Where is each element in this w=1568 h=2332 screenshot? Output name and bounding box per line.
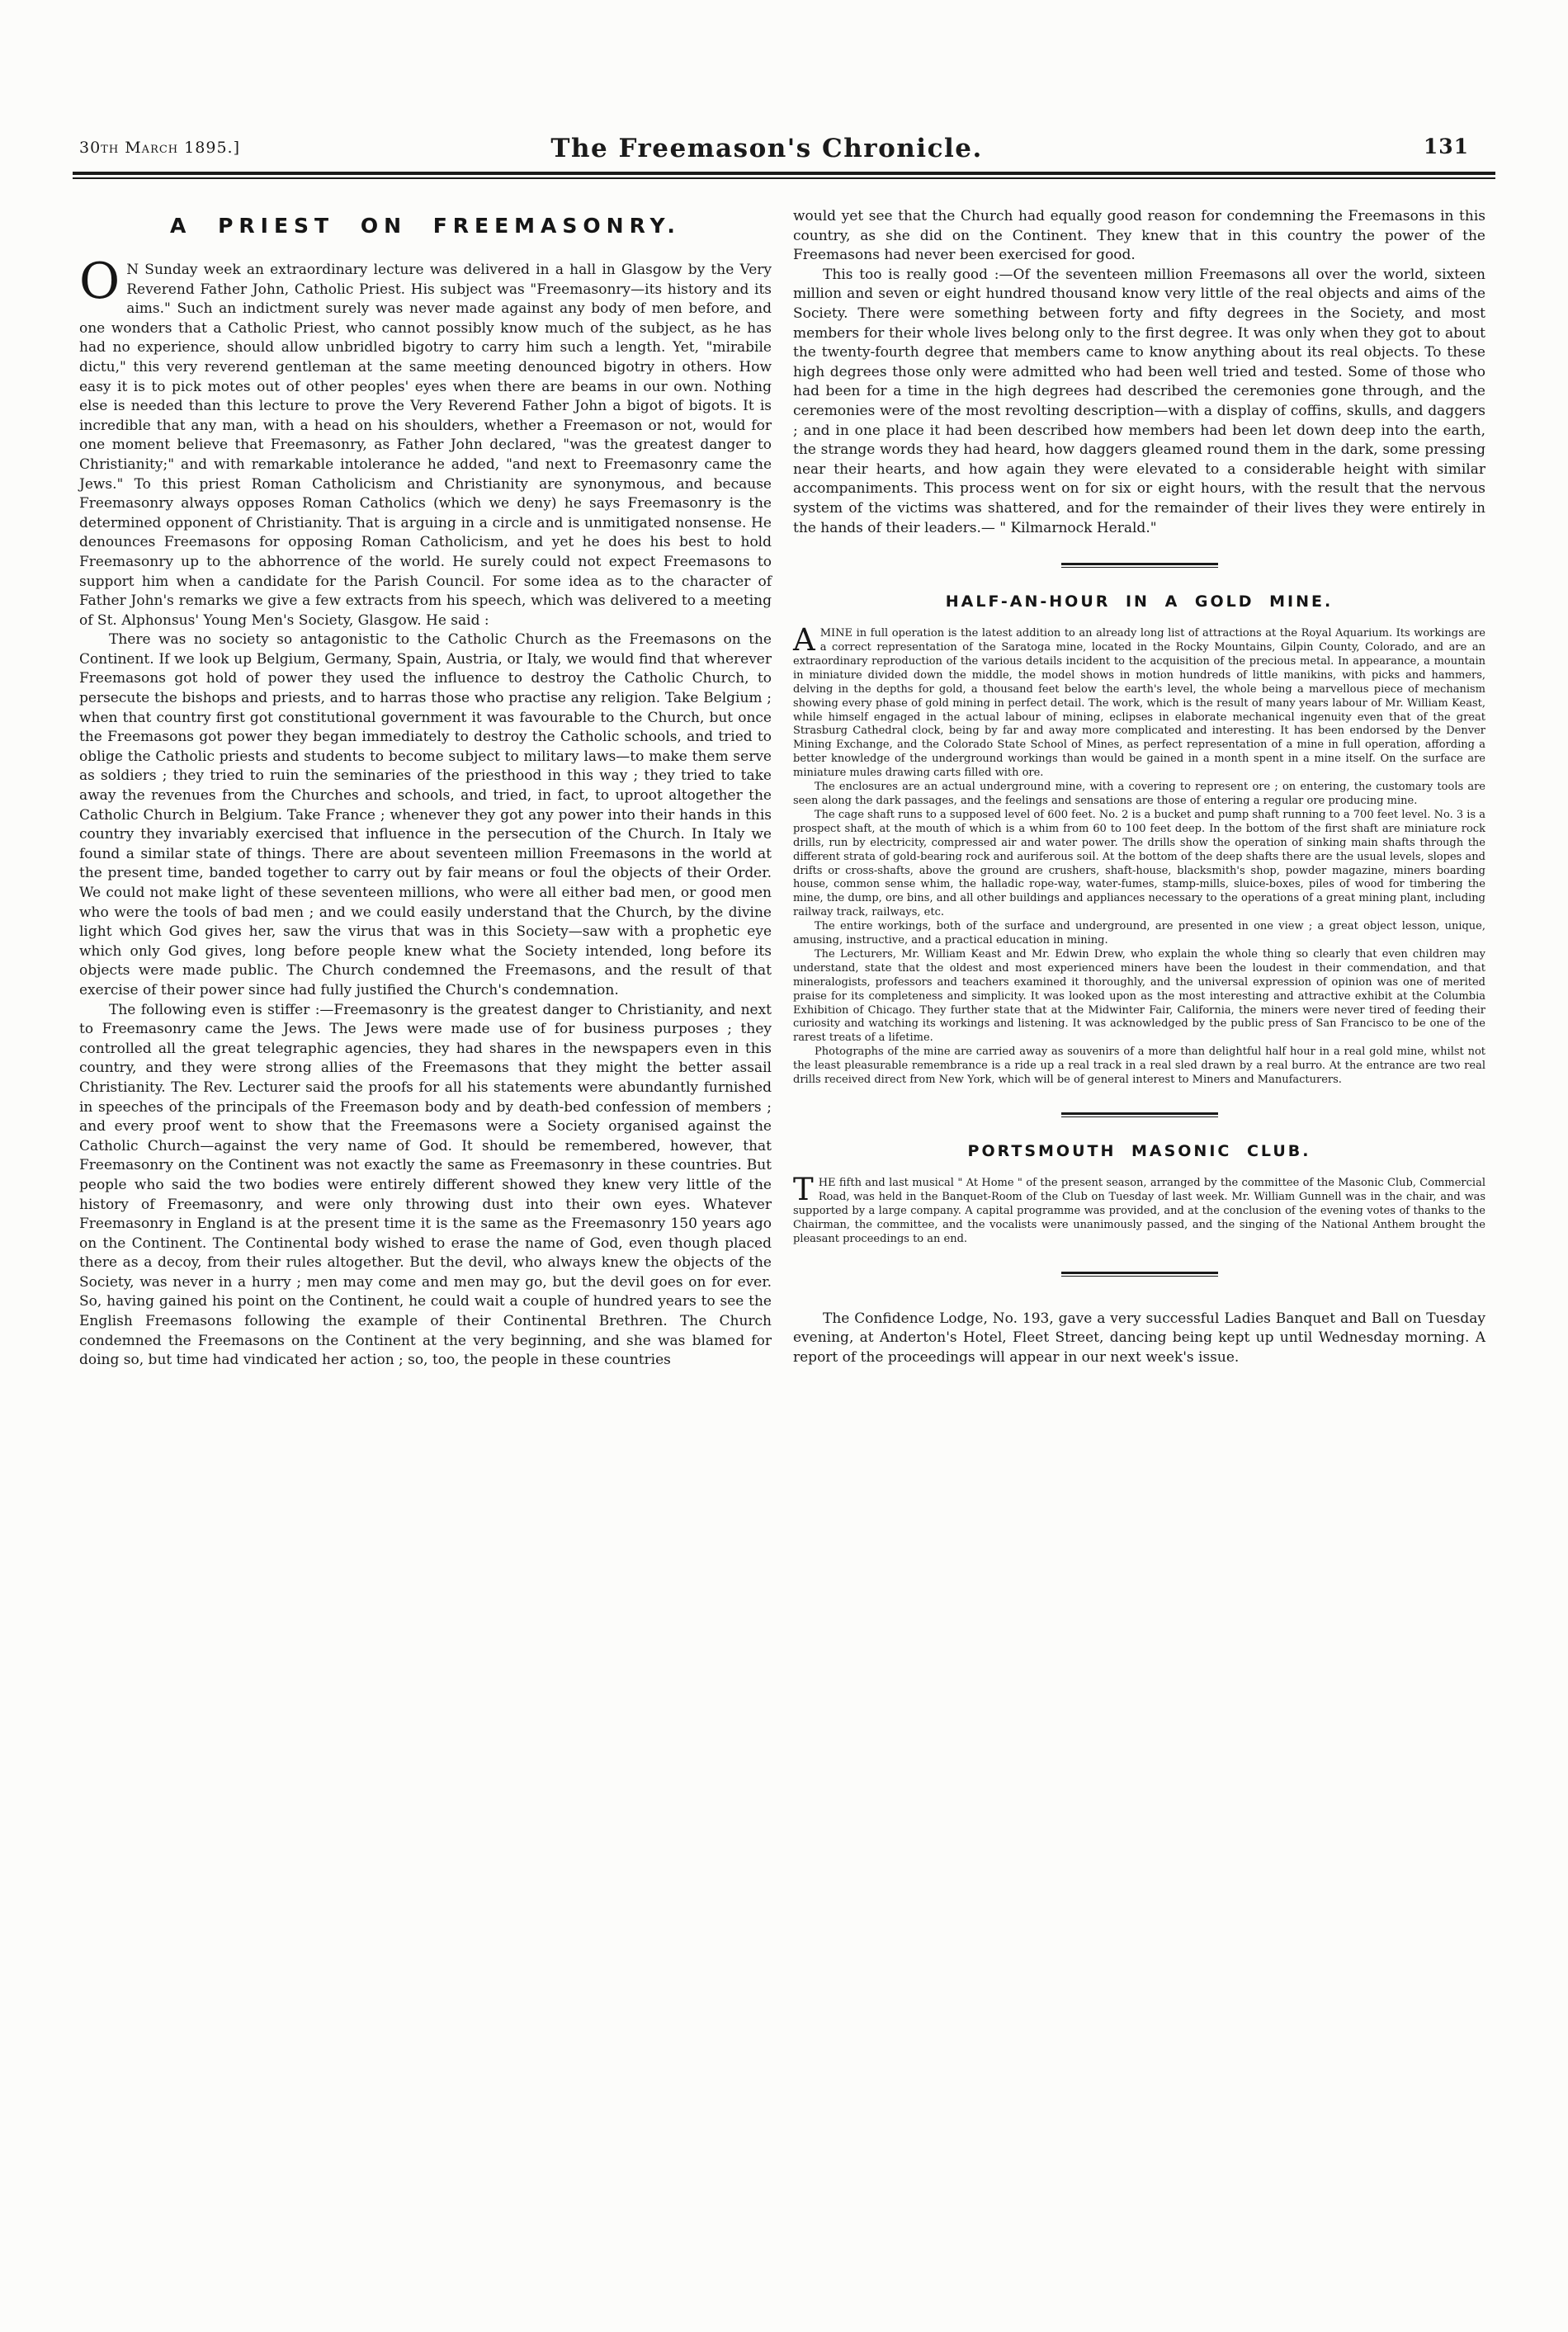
goldmine-paragraph-3: The cage shaft runs to a supposed level of 600 feet. No. 2 is a bucket and pump shaft running to a 700 feet level. No. 3 is a prospect shaft, at the mouth of which is a whim from 60 to 100 feet deep. In the bottom of the first shaft are miniature rock drills, run by electricity, compressed air and water power. The drills show the operation of sinking main shafts through the different strata of gold-bearing rock and auriferous soil. At the bottom of the deep shafts there are the usual levels, slopes and drifts or cross-shafts, above the ground are crushers, shaft-house, blacksmith's shop, powder magazine, miners boarding house, common sense whim, the halladic rope-way, water-fumes, stamp-mills, sluice-boxes, piles of wood for timbering the mine, the dump, ore bins, and all other buildings and appliances necessary to the operations of a great mining plant, including railway track, railways, etc. [793, 808, 1485, 919]
page-number: 131 [1423, 135, 1469, 158]
confidence-lodge-paragraph: The Confidence Lodge, No. 193, gave a very successful Ladies Banquet and Ball on Tuesday evening, at Anderton's Hotel, Fleet Street, dancing being kept up until Wednesday morning. A report of the proceedings will appear in our next week's issue. [793, 1310, 1485, 1366]
dropcap-letter-t: T [793, 1172, 814, 1207]
priest-paragraph-5: This too is really good :—Of the seventeen million Freemasons all over the world, sixteen million and seven or eight hundred thousand know very little of the real objects and aims of the Society. There were something between forty and fifty degrees in the Society, and most members for their whole lives belong only to the first degree. It was only when they got to about the twenty-fourth degree that members came to know anything about its real objects. To these high degrees those only were admitted who had been well tried and tested. Some of those who had been for a time in the high degrees had described the ceremonies gone through, and the ceremonies were of the most revolting description—with a display of coffins, skulls, and daggers ; and in one place it had been described how members had been let down deep into the earth, the strange words they had heard, how daggers gleamed round them in the dark, some pressing near their hearts, and how again they were elevated to a considerable height with similar accompaniments. This process went on for six or eight hours, with the result that the nervous system of the victims was shattered, and for the remainder of their lives they were entirely in the hands of their leaders.— " Kilmarnock Herald." [793, 266, 1485, 536]
priest-paragraph-4-continuation: would yet see that the Church had equally good reason for condemning the Freemasons in this country, as she did on the Continent. They knew that in this country the power of the Freemasons had never been exercised for good. [793, 208, 1485, 264]
goldmine-article-title: HALF-AN-HOUR IN A GOLD MINE. [945, 592, 1334, 611]
priest-paragraph-2: There was no society so antagonistic to the Catholic Church as the Freemasons on the Continent. If we look up Belgium, Germany, Spain, Austria, or Italy, we would find that wherever Freemasons got hold of power they used the influence to destroy the Catholic Church, to persecute the bishops and priests, and to harras those who practise any religion. Take Belgium ; when that country first got constitutional government it was favourable to the Church, but once the Freemasons got power they began immediately to destroy the Catholic schools, and tried to oblige the Catholic priests and students to become subject to military laws—to make them serve as soldiers ; they tried to ruin the seminaries of the priesthood in this way ; they tried to take away the revenues from the Churches and schools, and tried, in fact, to uproot altogether the Catholic Church in Belgium. Take France ; whenever they got any power into their hands in this country they invariably exercised that influence in the persecution of the Church. In Italy we found a similar state of things. There are about seventeen million Freemasons in the world at the present time, banded together to carry out by fair means or foul the objects of their Order. We could not make light of these seventeen millions, who were all either bad men, or good men who were the tools of bad men ; and we could easily understand that the Church, by the divine light which God gives her, saw the virus that was in this Society—saw with a prophetic eye which only God gives, long before people knew what the Society intended, long before its objects were made public. The Church condemned the Freemasons, and the result of that exercise of their power since had fully justified the Church's condemnation. [79, 631, 772, 998]
goldmine-paragraph-6: Photographs of the mine are carried away as souvenirs of a more than delightful half hour in a real gold mine, whilst not the least pleasurable remembrance is a ride up a real track in a real sled drawn by a real burro. At the entrance are two real drills received direct from New York, which will be of general interest to Miners and Manufacturers. [793, 1046, 1485, 1087]
priest-paragraph-1 [79, 253, 772, 630]
portsmouth-paragraph-1 [793, 1172, 1485, 1247]
issue-date: 30th March 1895.] [79, 139, 240, 157]
section-divider-1 [1061, 563, 1218, 568]
goldmine-paragraph-5: The Lecturers, Mr. William Keast and Mr. Edwin Drew, who explain the whole thing so clearly that even children may understand, state that the oldest and most experienced miners have been the loudest in their commendation, and that mineralogists, professors and teachers examined it thoroughly, and the universal expression of opinion was one of merited praise for its completeness and simplicity. It was looked upon as the most interesting and attractive exhibit at the Columbia Exhibition of Chicago. They further state that at the Midwinter Fair, California, the miners were never tired of feeding their curiosity and watching its workings and listening. It was acknowledged by the public press of San Francisco to be one of the rarest treats of a lifetime. [793, 947, 1485, 1045]
text-columns [0, 179, 1568, 1371]
header-rule [73, 172, 1495, 179]
goldmine-paragraph-1-text: MINE in full operation is the latest addition to an already long list of attractions at the Royal Aquarium. Its workings are a correct representation of the Saratoga mine, located in the Rocky Mountains, Gilpin County, Colorado, and are an extraordinary reproduction of the various details incident to the acquisition of the precious metal. In appearance, a mountain in miniature divided down the middle, the model shows in motion hundreds of little manikins, with picks and hammers, delving in the depths for gold, a thousand feet below the earth's level, the whole being a marvellous piece of mechanism showing every phase of gold mining in perfect detail. The work, which is the result of many years labour of Mr. William Keast, while himself engaged in the actual labour of mining, eclipses in elaborate mechanical ingenuity even that of the great Strasburg Cathedral clock, being by far and away more complicated and interesting. It has been endorsed by the Denver Mining Exchange, and the Colorado State School of Mines, as perfect representation of a mine in full operation, affording a better knowledge of the underground workings than would be gained in a month spent in a mine itself. On the surface are miniature mules drawing carts filled with ore. [793, 627, 1485, 780]
goldmine-paragraph-1 [793, 622, 1485, 781]
goldmine-paragraph-2: The enclosures are an actual underground mine, with a covering to represent ore ; on entering, the customary tools are seen along the dark passages, and the feelings and sensations are those of entering a regular ore producing mine. [793, 781, 1485, 807]
dropcap-letter-a: A [793, 622, 815, 659]
left-column [79, 207, 772, 1371]
dropcap-letter-o: O [79, 253, 120, 310]
priest-article-title: A PRIEST ON FREEMASONRY. [170, 214, 681, 238]
right-column [793, 207, 1485, 1371]
goldmine-paragraph-4: The entire workings, both of the surface and underground, are presented in one view ; a great object lesson, unique, amusing, instructive, and a practical education in mining. [793, 920, 1485, 947]
page-header [0, 0, 1568, 163]
priest-paragraph-1-text: N Sunday week an extraordinary lecture was delivered in a hall in Glasgow by the Very Reverend Father John, Catholic Priest. His subject was "Freemasonry—its history and its aims." Such an indictment surely was never made against any body of men before, and one wonders that a Catholic Priest, who cannot possibly know much of the subject, as he has had no experience, should allow unbridled bigotry to carry him such a length. Yet, "mirabile dictu," this very reverend gentleman at the same meeting denounced bigotry in others. How easy it is to pick motes out of other peoples' eyes when there are beams in our own. Nothing else is needed than this lecture to prove the Very Reverend Father John a bigot of bigots. It is incredible that any man, with a head on his shoulders, whether a Freemason or not, would for one moment believe that Freemasonry, as Father John declared, "was the greatest danger to Christianity;" and with remarkable intolerance he added, "and next to Freemasonry came the Jews." To this priest Roman Catholicism and Christianity are synonymous, and because Freemasonry always opposes Roman Catholics (which we deny) he says Freemasonry is the determined opponent of Christianity. That is arguing in a circle and is unmitigated nonsense. He denounces Freemasons for opposing Roman Catholicism, and yet he does his best to hold Freemasonry up to the abhorrence of the world. He surely could not expect Freemasons to support him when a candidate for the Parish Council. For some idea as to the character of Father John's remarks we give a few extracts from his speech, which was delivered to a meeting of St. Alphonsus' Young Men's Society, Glasgow. He said : [79, 262, 772, 629]
masthead-title: The Freemason's Chronicle. [550, 134, 983, 163]
portsmouth-article-title: PORTSMOUTH MASONIC CLUB. [967, 1142, 1311, 1160]
spacer [793, 1301, 1485, 1310]
section-divider-2 [1061, 1112, 1218, 1117]
priest-paragraph-3: The following even is stiffer :—Freemasonry is the greatest danger to Christianity, and next to Freemasonry came the Jews. The Jews were made use of for business purposes ; they controlled all the great telegraphic agencies, they had shares in the newspapers even in this country, and they were strong allies of the Freemasons that they might the better assail Christianity. The Rev. Lecturer said the proofs for all his statements were abundantly furnished in speeches of the principals of the Freemason body and by death-bed confession of members ; and every proof went to show that the Freemasons were a Society organised against the Catholic Church—against the very name of God. It should be remembered, however, that Freemasonry on the Continent was not exactly the same as Freemasonry in these countries. But people who said the two bodies were entirely different showed they knew very little of the history of Freemasonry, and were only throwing dust into their own eyes. Whatever Freemasonry in England is at the present time it is the same as the Freemasonry 150 years ago on the Continent. The Continental body wished to erase the name of God, even though placed there as a decoy, from their rules altogether. But the devil, who always knew the objects of the Society, was never in a hurry ; men may come and men may go, but the devil goes on for ever. So, having gained his point on the Continent, he could wait a couple of hundred years to see the English Freemasons following the example of their Continental Brethren. The Church condemned the Freemasons on the Continent at the very beginning, and she was blamed for doing so, but time had vindicated her action ; so, too, the people in these countries [79, 1001, 772, 1369]
portsmouth-paragraph-1-text: HE fifth and last musical " At Home " of the present season, arranged by the committee of the Masonic Club, Commercial Road, was held in the Banquet-Room of the Club on Tuesday of last week. Mr. William Gunnell was in the chair, and was supported by a large company. A capital programme was provided, and at the conclusion of the evening votes of thanks to the Chairman, the committee, and the vocalists were unanimously passed, and the singing of the National Anthem brought the pleasant proceedings to an end. [793, 1177, 1485, 1245]
section-divider-3 [1061, 1272, 1218, 1277]
